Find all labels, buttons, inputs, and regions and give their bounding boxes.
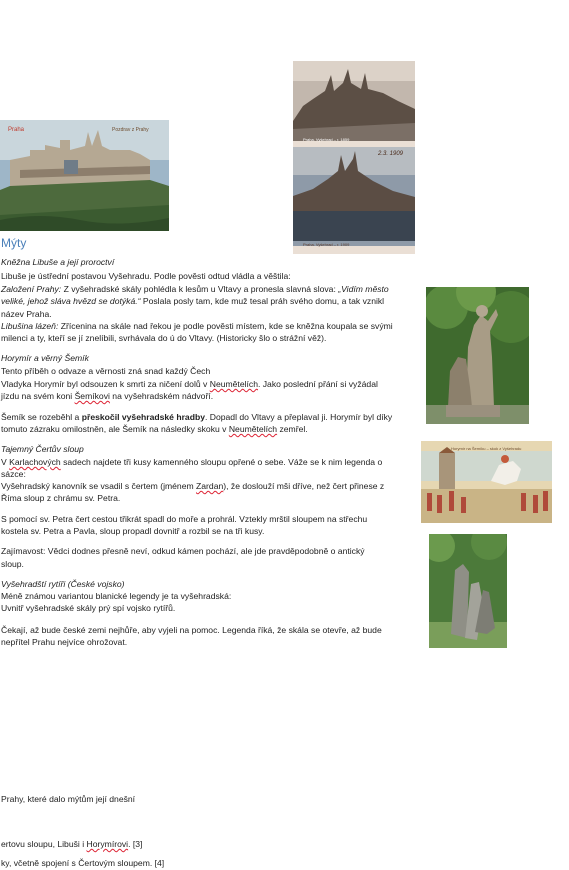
horymir-line-3: jízdu na svém koni Šemíkovi na vyšehradském nádvoří. — [1, 391, 214, 401]
horymir-postcard — [421, 441, 552, 523]
vysehrad-caption-bottom: Praha. Vyšehrad – r. 1909 — [303, 242, 350, 247]
libuse-line-2: Založení Prahy: Z vyšehradské skály pohlédla k lesům u Vltavy a pronesla slavná slova: „Vidím město — [1, 284, 389, 294]
horymir-line-4: Šemík se rozeběhl a přeskočil vyšehradské hradby. Dopadl do Vltavy a přeplaval ji. Horymír byl díky — [1, 412, 393, 422]
vysehrad-caption-top: Praha. Vyšehrad – r. 1859 — [303, 137, 350, 142]
libuse-line-5: Libušina lázeň: Zřícenina na skále nad řekou je podle pověsti místem, kde se kněžna koupala se svými — [1, 321, 393, 331]
libuse-statue-photo — [426, 287, 529, 424]
libuse-line-6: milenci a ty, kteří se jí znelíbili, svrhávala do ú do Vltavy. (Historicky šlo o strážní věž). — [1, 333, 327, 343]
postcard-caption-2: Pozdrav z Prahy — [112, 127, 149, 133]
rytiri-line-1: Méně známou variantou blanické legendy je ta vyšehradská: — [1, 591, 232, 601]
horymir-title: Horymír a věrný Šemík — [1, 353, 89, 363]
certuv-line-3: Vyšehradský kanovník se vsadil s čertem (jménem Zardan), že doslouží mši dříve, než čert přinese z — [1, 481, 385, 491]
prague-castle-postcard — [0, 120, 169, 231]
horymir-caption: Horymír na Šemíku – skok z Vyšehradu — [451, 446, 522, 451]
libuse-line-4: název Praha. — [1, 309, 52, 319]
handwriting: 2.3. 1909 — [378, 151, 404, 157]
libuse-line-3: veliké, jehož sláva hvězd se dotýká.“ Poslala posly tam, kde muž tesal práh svého domu, a tak vznikl — [1, 296, 385, 306]
certuv-line-2: sázce: — [1, 469, 26, 479]
certuv-title: Tajemný Čertův sloup — [1, 444, 84, 454]
horymir-line-2: Vladyka Horymír byl odsouzen k smrti za ničení dolů v Neumětelích. Jako poslední přání si vyžádal — [1, 379, 378, 389]
postcard-caption: Praha — [8, 127, 25, 133]
fragment-3: ky, včetně spojení s Čertovým sloupem. [4] — [1, 858, 165, 868]
section-heading: Mýty — [1, 236, 27, 250]
certuv-sloup-photo — [429, 534, 507, 648]
certuv-line-4: Říma sloup z chrámu sv. Petra. — [1, 493, 121, 503]
fragment-2: ertovu sloupu, Libuši i Horymírovi. [3] — [1, 839, 143, 849]
horymir-line-5: tomuto zázraku omilostněn, ale Šemík na následky skoku v Neumětelích zemřel. — [1, 424, 308, 434]
certuv-line-7: Zajímavost: Vědci dodnes přesně neví, odkud kámen pochází, ale jde pravděpodobně o antický — [1, 546, 365, 556]
horymir-line-1: Tento příběh o odvaze a věrnosti zná snad každý Čech — [1, 366, 211, 376]
certuv-line-5: S pomocí sv. Petra čert cestou třikrát spadl do moře a prohrál. Vztekly mrštil sloupem na střechu — [1, 514, 368, 524]
rytiri-line-4: nepřítel Prahu nejvíce ohrožovat. — [1, 637, 128, 647]
fragment-1: Prahy, které dalo mýtům její dnešní — [1, 794, 136, 804]
libuse-line-1: Libuše je ústřední postavou Vyšehradu. Podle pověsti odtud vládla a věštila: — [1, 271, 291, 281]
rytiri-title: Vyšehradští rytíři (České vojsko) — [1, 579, 125, 589]
certuv-line-1: V Karlachových sadech najdete tři kusy kamenného sloupu opřené o sebe. Váže se k nim legenda o — [1, 457, 383, 467]
certuv-line-8: sloup. — [1, 559, 24, 569]
rytiri-line-2: Uvnitř vyšehradské skály prý spí vojsko rytířů. — [1, 603, 176, 613]
certuv-line-6: kostela sv. Petra a Pavla, sloup propadl dovnitř a rozbil se na tři kusy. — [1, 526, 265, 536]
libuse-title: Kněžna Libuše a její proroctví — [1, 257, 115, 267]
vysehrad-postcard — [293, 61, 415, 254]
rytiri-line-3: Čekají, až bude české zemi nejhůře, aby vyjeli na pomoc. Legenda říká, že skála se otevře, až bude — [1, 625, 382, 635]
